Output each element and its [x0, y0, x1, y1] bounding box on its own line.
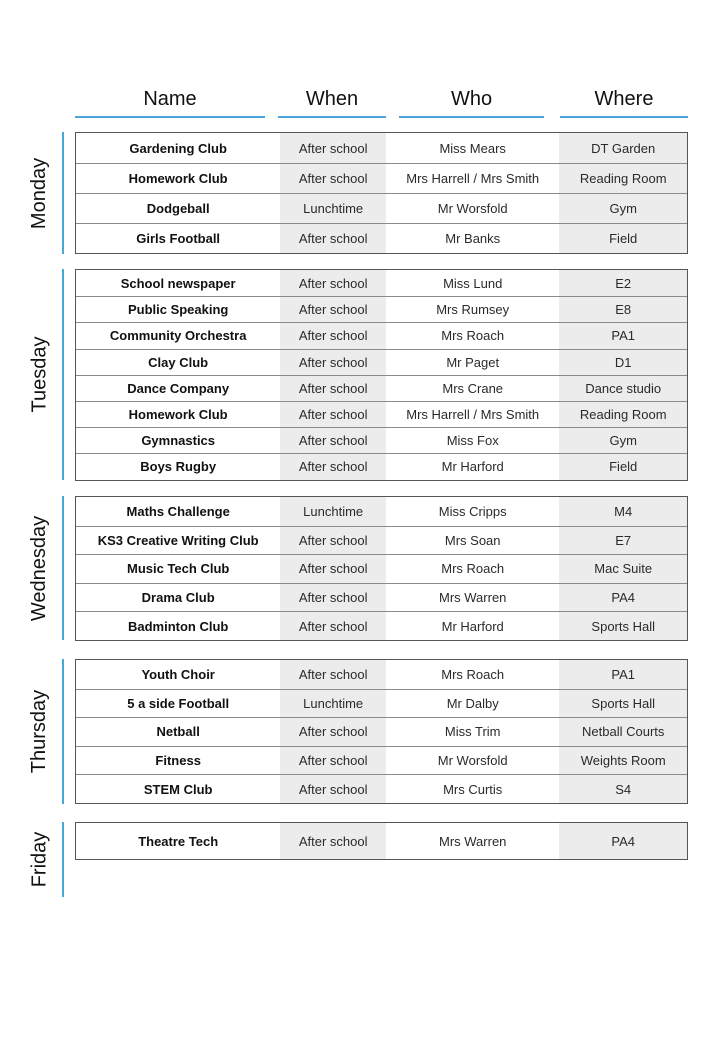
activity-when: After school [280, 297, 386, 322]
activity-where: PA1 [559, 660, 687, 689]
table-row [76, 133, 687, 163]
activity-where: E2 [559, 270, 687, 296]
activity-name: Dance Company [127, 380, 230, 396]
day-accent-bar [62, 659, 64, 804]
activity-who: Mrs Rumsey [436, 302, 510, 318]
activity-where: PA4 [559, 823, 687, 859]
activity-when: Lunchtime [280, 690, 386, 718]
activity-name: Homework Club [128, 407, 228, 423]
table-row [76, 349, 687, 375]
table-row [76, 823, 687, 859]
table-row [76, 746, 687, 775]
activity-name: STEM Club [143, 781, 213, 797]
activity-where: PA1 [559, 323, 687, 348]
schedule-block-wednesday [75, 496, 688, 641]
activity-when: Lunchtime [280, 497, 386, 526]
table-row [76, 401, 687, 427]
day-accent-bar [62, 269, 64, 480]
activity-name: Theatre Tech [138, 833, 219, 849]
activity-name: Youth Choir [141, 666, 215, 682]
table-row [76, 270, 687, 296]
schedule-block-monday [75, 132, 688, 254]
activity-who: Miss Trim [444, 724, 501, 740]
activity-where: PA4 [559, 584, 687, 612]
activity-who: Miss Cripps [438, 503, 507, 519]
activity-name: Community Orchestra [109, 328, 247, 344]
activity-when: After school [280, 527, 386, 555]
activity-name: Homework Club [128, 171, 228, 186]
activity-who: Mr Harford [441, 618, 504, 634]
activity-when: After school [280, 164, 386, 193]
activity-when: After school [280, 823, 386, 859]
activity-where: E8 [559, 297, 687, 322]
activity-who: Mr Paget [446, 354, 500, 370]
activity-when: After school [280, 718, 386, 746]
activity-name: Music Tech Club [127, 561, 230, 577]
activity-where: E7 [559, 527, 687, 555]
activity-name: Girls Football [136, 231, 221, 246]
activity-where: Netball Courts [559, 718, 687, 746]
activity-when: After school [280, 376, 386, 401]
activity-where: Dance studio [559, 376, 687, 401]
day-label-tuesday: Tuesday [28, 336, 51, 413]
activity-where: Reading Room [559, 402, 687, 427]
column-header-who: Who [399, 86, 544, 118]
activity-where: Sports Hall [559, 612, 687, 640]
activity-where: Weights Room [559, 747, 687, 775]
activity-who: Miss Fox [446, 433, 499, 449]
activity-when: After school [280, 775, 386, 803]
table-row [76, 611, 687, 640]
activity-when: After school [280, 350, 386, 375]
activity-when: After school [280, 584, 386, 612]
activity-name: Fitness [155, 753, 201, 769]
activity-where: Mac Suite [559, 555, 687, 583]
table-row [76, 774, 687, 803]
activity-name: Drama Club [141, 590, 215, 606]
activity-who: Mr Worsfold [437, 201, 508, 216]
activity-when: After school [280, 270, 386, 296]
day-accent-bar [62, 822, 64, 897]
activity-who: Miss Mears [439, 140, 506, 156]
day-label-monday: Monday [28, 157, 51, 229]
activity-when: After school [280, 428, 386, 453]
activity-name: KS3 Creative Writing Club [97, 532, 259, 548]
table-row [76, 497, 687, 526]
activity-name: Dodgeball [146, 201, 210, 216]
activity-name: 5 a side Football [127, 695, 230, 711]
activity-who: Mr Dalby [446, 695, 499, 711]
activity-who: Mrs Soan [444, 532, 501, 548]
day-label-friday: Friday [28, 831, 51, 888]
activity-name: Gymnastics [141, 433, 216, 449]
activity-who: Mrs Warren [439, 833, 507, 849]
activity-where: DT Garden [559, 133, 687, 163]
activity-name: Clay Club [148, 354, 209, 370]
table-row [76, 717, 687, 746]
activity-name: Maths Challenge [126, 503, 230, 519]
activity-where: Sports Hall [559, 690, 687, 718]
activity-when: After school [280, 323, 386, 348]
column-header-where: Where [560, 86, 688, 118]
table-row [76, 526, 687, 555]
activity-name: Netball [156, 724, 200, 740]
table-row [76, 583, 687, 612]
activity-who: Mrs Crane [442, 380, 504, 396]
schedule-block-friday [75, 822, 688, 860]
table-row [76, 453, 687, 479]
table-row [76, 554, 687, 583]
activity-when: After school [280, 612, 386, 640]
activity-where: M4 [559, 497, 687, 526]
table-row [76, 223, 687, 253]
day-accent-bar [62, 496, 64, 640]
table-row [76, 660, 687, 689]
activity-when: Lunchtime [280, 194, 386, 223]
table-row [76, 322, 687, 348]
table-row [76, 375, 687, 401]
activity-when: After school [280, 747, 386, 775]
activity-when: After school [280, 133, 386, 163]
activity-when: After school [280, 555, 386, 583]
activity-who: Mr Banks [445, 231, 501, 246]
activity-who: Mrs Roach [441, 666, 505, 682]
day-label-wednesday: Wednesday [28, 515, 51, 621]
table-row [76, 163, 687, 193]
table-row [76, 296, 687, 322]
table-row [76, 427, 687, 453]
activity-when: After school [280, 402, 386, 427]
activity-where: Field [559, 224, 687, 253]
activity-when: After school [280, 224, 386, 253]
activity-who: Mrs Harrell / Mrs Smith [406, 407, 540, 423]
activity-name: Boys Rugby [140, 459, 217, 475]
day-accent-bar [62, 132, 64, 254]
activity-who: Mrs Harrell / Mrs Smith [406, 171, 540, 186]
activity-where: Gym [559, 194, 687, 223]
activity-who: Mrs Roach [441, 328, 505, 344]
activity-where: S4 [559, 775, 687, 803]
activity-where: Reading Room [559, 164, 687, 193]
schedule-block-thursday [75, 659, 688, 804]
column-header-name: Name [75, 86, 265, 118]
activity-name: Public Speaking [127, 302, 229, 318]
activity-who: Mrs Roach [441, 561, 505, 577]
schedule-block-tuesday [75, 269, 688, 481]
activity-where: Field [559, 454, 687, 479]
activity-who: Mrs Warren [439, 590, 507, 606]
column-header-when: When [278, 86, 386, 118]
activity-name: Gardening Club [129, 140, 227, 156]
activity-who: Mrs Curtis [443, 781, 503, 797]
day-label-thursday: Thursday [28, 689, 51, 774]
table-row [76, 193, 687, 223]
activity-name: Badminton Club [127, 618, 229, 634]
activity-who: Miss Lund [443, 275, 503, 291]
activity-who: Mr Worsfold [437, 753, 508, 769]
activity-name: School newspaper [120, 275, 236, 291]
activity-where: Gym [559, 428, 687, 453]
activity-when: After school [280, 660, 386, 689]
activity-when: After school [280, 454, 386, 479]
activity-where: D1 [559, 350, 687, 375]
activity-who: Mr Harford [441, 459, 504, 475]
table-row [76, 689, 687, 718]
